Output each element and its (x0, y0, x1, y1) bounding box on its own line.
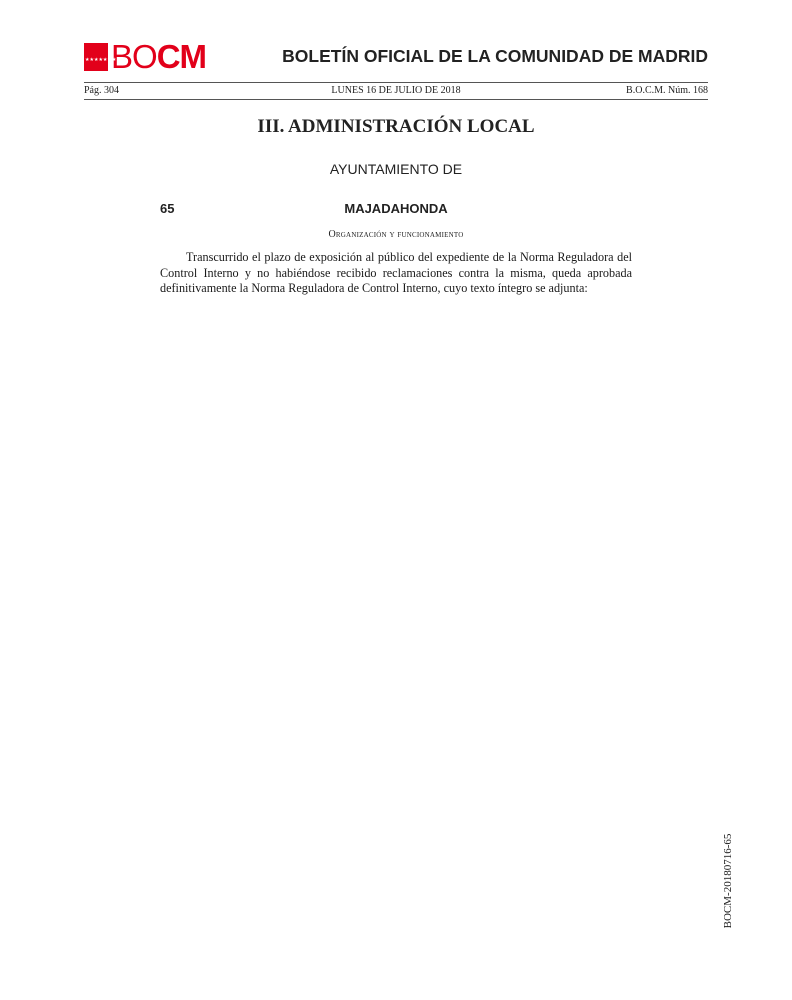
flag-stars: ★★★★★★★ (85, 57, 117, 63)
municipality-name: MAJADAHONDA (344, 201, 448, 216)
logo-text-cm: CM (156, 38, 207, 75)
issue-date: LUNES 16 DE JULIO DE 2018 (331, 85, 461, 96)
page-number: Pág. 304 (84, 85, 119, 96)
header-rule-top (84, 82, 708, 83)
madrid-flag-icon (84, 43, 117, 71)
section-title: III. ADMINISTRACIÓN LOCAL (257, 116, 535, 137)
bocm-logo (84, 38, 207, 75)
organization-label: AYUNTAMIENTO DE (329, 161, 463, 177)
logo-text-bo: BO (111, 38, 157, 75)
entry-number: 65 (160, 201, 175, 216)
issue-number: B.O.C.M. Núm. 168 (626, 85, 708, 96)
document-code (722, 828, 734, 934)
entry-body-text: Transcurrido el plazo de exposición al público del expediente de la Norma Reguladora del Control Interno y no habiéndose recibido reclamaciones contra la misma, queda aprobada definitivamente la Norma Reguladora de Control Interno, cuyo texto íntegro se adjunta: (160, 250, 632, 295)
header-rule-bottom (84, 99, 708, 100)
document-code-text: BOCM-20180716-65 (722, 833, 734, 929)
entry-subject: Organización y funcionamiento (328, 229, 464, 240)
masthead-title: BOLETÍN OFICIAL DE LA COMUNIDAD DE MADRID (282, 46, 708, 66)
